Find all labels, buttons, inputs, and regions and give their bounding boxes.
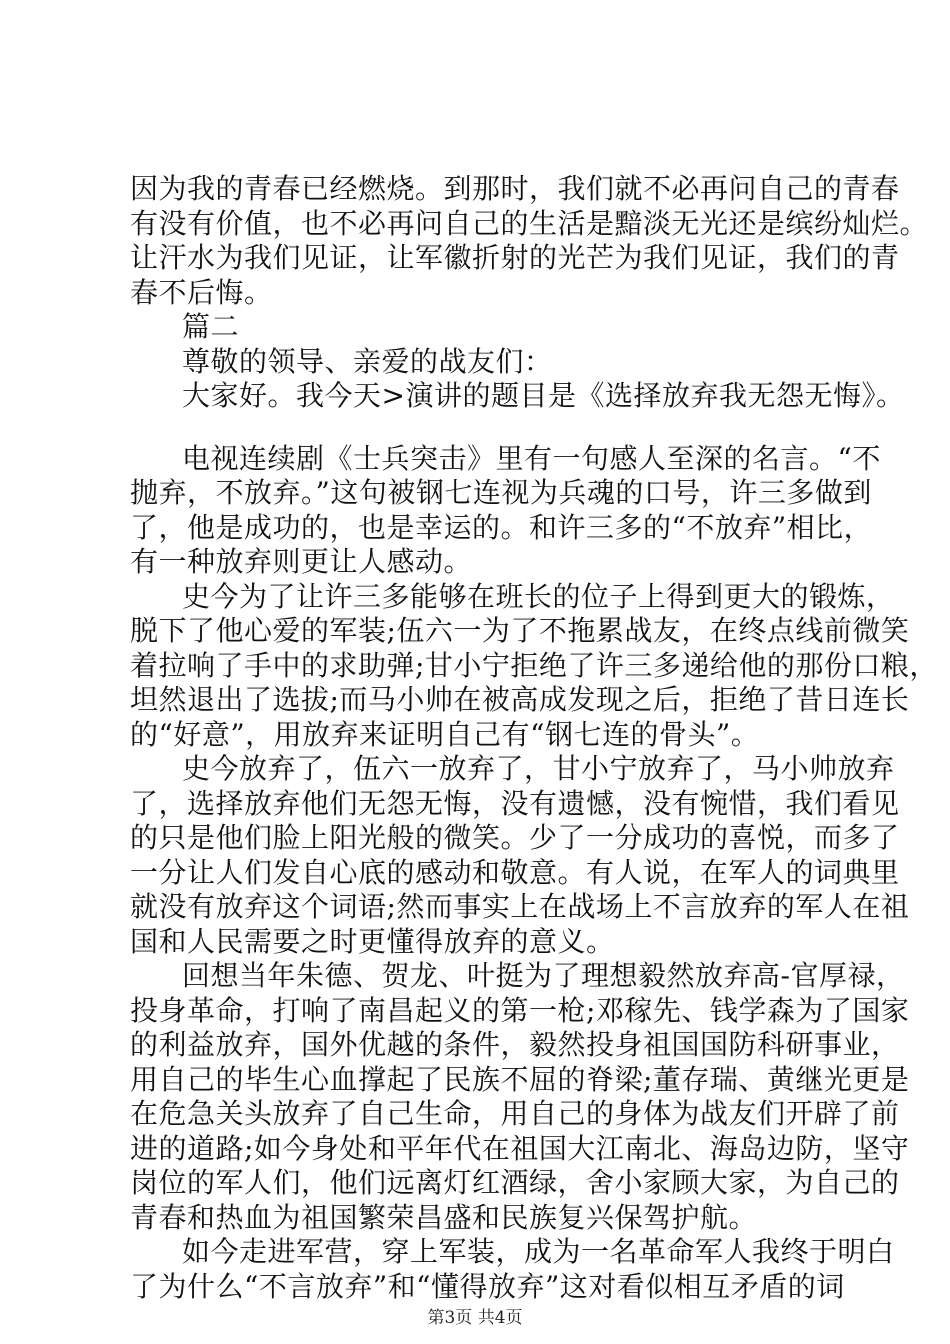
- text-line: 坦然退出了选拔;而马小帅在被高成发现之后，拒绝了昔日连长: [130, 683, 910, 716]
- text-line: 在危急关头放弃了自己生命，用自己的身体为战友们开辟了前: [130, 1097, 900, 1130]
- text-line: 抛弃，不放弃。”这句被钢七连视为兵魂的口号，许三多做到: [130, 476, 872, 509]
- text-line: 如今走进军营，穿上军装，成为一名革命军人我终于明白: [182, 1235, 895, 1268]
- text-line: 进的道路;如今身处和平年代在祖国大江南北、海岛边防，坚守: [130, 1131, 910, 1165]
- text-line: 投身革命，打响了南昌起义的第一枪;邓稼先、钱学森为了国家: [130, 993, 910, 1027]
- text-line: 的只是他们脸上阳光般的微笑。少了一分成功的喜悦，而多了: [130, 821, 900, 854]
- text-line: 了为什么“不言放弃”和“懂得放弃”这对看似相互矛盾的词: [130, 1269, 845, 1303]
- text-line: 春不后悔。: [130, 275, 273, 309]
- text-line: 就没有放弃这个词语;然而事实上在战场上不言放弃的军人在祖: [130, 890, 910, 923]
- text-line: 的“好意”，用放弃来证明自己有“钢七连的骨头”。: [130, 717, 760, 751]
- intro-line: 大家好。我今天>演讲的题目是《选择放弃我无怨无悔》。: [182, 379, 905, 412]
- text-line: 用自己的毕生心血撑起了民族不屈的脊梁;董存瑞、黄继光更是: [130, 1062, 910, 1096]
- text-line: 的利益放弃，国外优越的条件，毅然投身祖国国防科研事业，: [130, 1028, 900, 1061]
- text-line: 电视连续剧《士兵突击》里有一句感人至深的名言。“不: [182, 441, 881, 475]
- page-number-footer: 第3页 共4页: [427, 1308, 523, 1328]
- text-line: 一分让人们发自心底的感动和敬意。有人说，在军人的词典里: [130, 855, 900, 889]
- text-line: 了，他是成功的，也是幸运的。和许三多的“不放弃”相比，: [130, 510, 873, 544]
- text-line: 脱下了他心爱的军装;伍六一为了不拖累战友，在终点线前微笑: [130, 614, 910, 647]
- blank-gap: [130, 414, 830, 442]
- text-line: 因为我的青春已经燃烧。到那时，我们就不必再问自己的青春: [130, 172, 900, 205]
- text-line: 有一种放弃则更让人感动。: [130, 545, 473, 578]
- text-line: 让汗水为我们见证，让军徽折射的光芒为我们见证，我们的青: [130, 241, 900, 274]
- text-line: 国和人民需要之时更懂得放弃的意义。: [130, 924, 615, 958]
- text-line: 史今放弃了，伍六一放弃了，甘小宁放弃了，马小帅放弃: [182, 752, 895, 785]
- text-line: 了，选择放弃他们无怨无悔，没有遗憾，没有惋惜，我们看见: [130, 786, 900, 820]
- text-line: 史今为了让许三多能够在班长的位子上得到更大的锻炼，: [182, 579, 895, 613]
- salutation: 尊敬的领导、亲爱的战友们：: [182, 344, 553, 378]
- text-line: 青春和热血为祖国繁荣昌盛和民族复兴保驾护航。: [130, 1200, 758, 1234]
- text-line: 岗位的军人们，他们远离灯红酒绿，舍小家顾大家，为自己的: [130, 1166, 900, 1199]
- body-text: [130, 172, 938, 1304]
- text-line: 回想当年朱德、贺龙、叶挺为了理想毅然放弃高-官厚禄，: [182, 959, 905, 992]
- section-heading: 篇二: [182, 310, 240, 343]
- text-line: 有没有价值，也不必再问自己的生活是黯淡无光还是缤纷灿烂。: [130, 206, 929, 240]
- text-line: 着拉响了手中的求助弹;甘小宁拒绝了许三多递给他的那份口粮，: [130, 648, 938, 682]
